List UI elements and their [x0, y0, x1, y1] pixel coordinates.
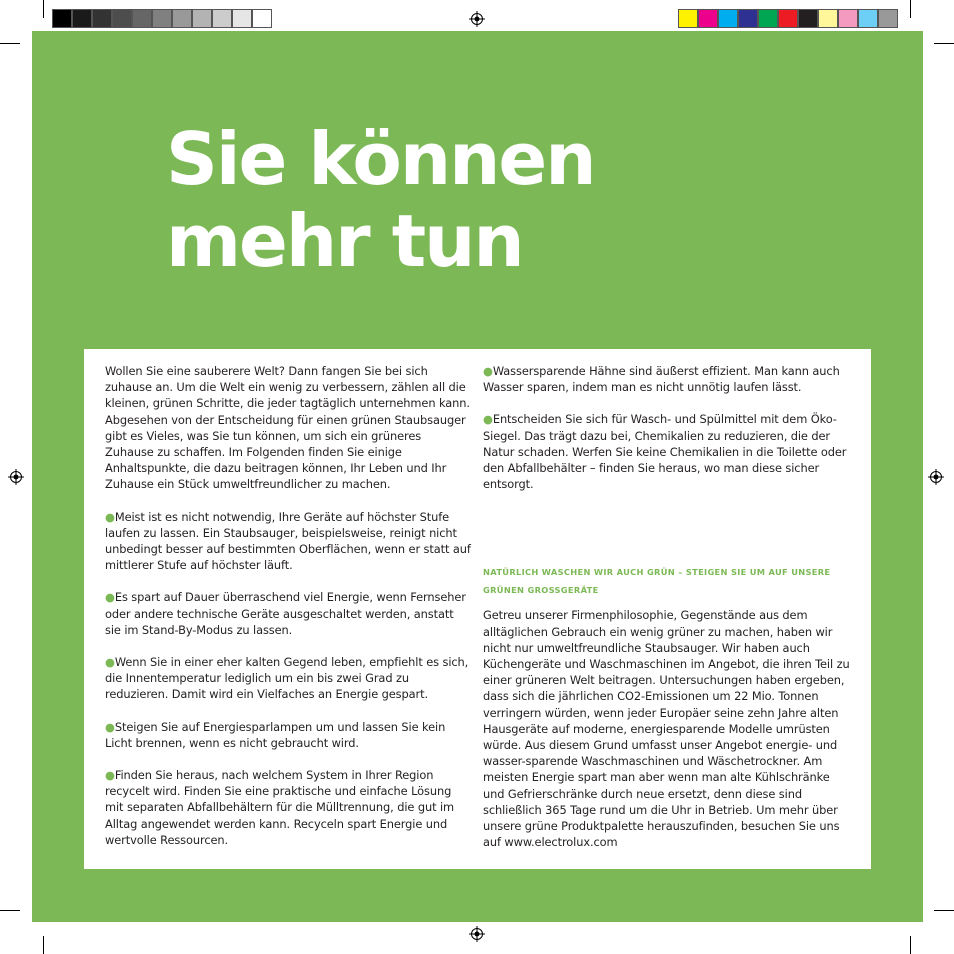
color-swatch: [252, 9, 272, 28]
tip-paragraph: [483, 411, 853, 492]
crop-mark: [0, 43, 20, 44]
color-control-strip: [678, 9, 898, 30]
bullet-icon: ●: [483, 412, 493, 427]
tip-paragraph: [483, 363, 853, 395]
color-swatch: [212, 9, 232, 28]
paragraph-text: Wassersparende Hähne sind äußerst effizient. Man kann auch Wasser sparen, indem man es nicht unnötig laufen lässt.: [483, 364, 840, 395]
registration-mark-icon: [469, 11, 485, 27]
bullet-icon: ●: [105, 509, 115, 524]
color-swatch: [72, 9, 92, 28]
paragraph-text: Wenn Sie in einer eher kalten Gegend leben, empfiehlt es sich, die Innentemperatur lediglich um ein bis zwei Grad zu reduzieren. Damit wird ein Vielfaches an Energie gespart.: [105, 655, 469, 702]
crop-mark: [0, 910, 20, 911]
color-swatch: [192, 9, 212, 28]
left-text-column: [105, 363, 471, 864]
color-swatch: [52, 9, 72, 28]
section-subheading: NATÜRLICH WASCHEN WIR AUCH GRÜN – STEIGEN SIE UM AUF UNSERE GRÜNEN GROSSGERÄTE: [483, 567, 831, 596]
paragraph-text: Entscheiden Sie sich für Wasch- und Spülmittel mit dem Öko-Siegel. Das trägt dazu bei, Chemikalien zu reduzieren, die der Natur schaden. Werfen Sie keine Chemikalien in die Toilette oder den Abfallbehälter – finden Sie heraus, wo man diese sicher entsorgt.: [483, 412, 847, 492]
closing-paragraph: Getreu unserer Firmenphilosophie, Gegenstände aus dem alltäglichen Gebrauch ein wenig grüner zu machen, haben wir nicht nur umweltfreundliche Staubsauger. Wir haben auch Küchengeräte und Waschmaschinen im Angebot, die ihren Teil zu einer grüneren Welt beitragen. Untersuchungen haben ergeben, dass sich die jährlichen CO2-Emissionen um 22 Mio. Tonnen verringern würden, wenn jeder Europäer seine zehn Jahre alten Hausgeräte auf moderne, energiesparende Modelle umrüsten würde. Aus diesem Grund umfasst unser Angebot energie- und wasser-sparende Waschmaschinen und Wäschetrockner. Am meisten Energie spart man aber wenn man alte Kühlschränke und Gefrierschränke durch neue ersetzt, denn diese sind schließlich 365 Tage rund um die Uhr in Betrieb. Um mehr über unsere grüne Produktpalette herauszufinden, besuchen Sie uns auf www.electrolux.com: [483, 608, 850, 850]
text-card: [84, 349, 871, 869]
registration-mark-icon: [928, 469, 944, 485]
paragraph-text: Wollen Sie eine sauberere Welt? Dann fangen Sie bei sich zuhause an. Um die Welt ein wenig zu verbessern, zählen all die kleinen, grünen Schritte, die jeder tagtäglich unternehmen kann. Abgesehen von der Entscheidung für einen grünen Staubsauger gibt es Vieles, was Sie tun können, um sich ein grüneres Zuhause zu schaffen. Im Folgenden finden Sie einige Anhaltspunkte, die dazu beitragen können, Ihr Leben und Ihr Zuhause ein Stück umweltfreundlicher zu machen.: [105, 364, 470, 492]
registration-mark-icon: [469, 926, 485, 942]
color-swatch: [858, 9, 878, 28]
grayscale-control-strip: [52, 9, 272, 30]
tip-paragraph: [105, 719, 471, 751]
registration-mark-icon: [8, 469, 24, 485]
bullet-icon: ●: [105, 655, 115, 670]
tip-paragraph: [105, 589, 471, 638]
tip-paragraph: [105, 509, 471, 574]
color-swatch: [132, 9, 152, 28]
right-text-column: [483, 363, 853, 850]
color-swatch: [838, 9, 858, 28]
bullet-icon: ●: [105, 768, 115, 783]
crop-mark: [43, 0, 44, 18]
color-swatch: [758, 9, 778, 28]
bullet-icon: ●: [105, 719, 115, 734]
crop-mark: [910, 936, 911, 954]
color-swatch: [778, 9, 798, 28]
intro-paragraph: [105, 363, 471, 493]
color-swatch: [232, 9, 252, 28]
paragraph-text: Finden Sie heraus, nach welchem System in Ihrer Region recycelt wird. Finden Sie eine praktische und einfache Lösung mit separaten Abfallbehältern für die Mülltrennung, die gut im Alltag angewendet werden kann. Recyceln spart Energie und wertvolle Ressourcen.: [105, 768, 455, 847]
color-swatch: [818, 9, 838, 28]
crop-mark: [934, 43, 954, 44]
crop-mark: [934, 910, 954, 911]
tip-paragraph: [105, 654, 471, 703]
color-swatch: [92, 9, 112, 28]
page-headline: Sie können mehr tun: [166, 117, 595, 283]
color-swatch: [738, 9, 758, 28]
paragraph-text: Es spart auf Dauer überraschend viel Energie, wenn Fernseher oder andere technische Geräte ausgeschaltet werden, anstatt sie im Stand-By-Modus zu lassen.: [105, 590, 466, 637]
paragraph-text: Meist ist es nicht notwendig, Ihre Geräte auf höchster Stufe laufen zu lassen. Ein Staubsauger, beispielsweise, reinigt nicht unbedingt besser auf bestimmten Oberflächen, wenn er statt auf mittlerer Stufe auf höchster läuft.: [105, 509, 471, 573]
right-tips-list: [483, 363, 853, 492]
color-swatch: [798, 9, 818, 28]
color-swatch: [718, 9, 738, 28]
bullet-icon: ●: [105, 590, 115, 605]
color-swatch: [172, 9, 192, 28]
bullet-icon: ●: [483, 364, 493, 378]
color-swatch: [878, 9, 898, 28]
crop-mark: [43, 936, 44, 954]
crop-mark: [910, 0, 911, 18]
color-swatch: [152, 9, 172, 28]
paragraph-text: Steigen Sie auf Energiesparlampen um und lassen Sie kein Licht brennen, wenn es nicht gebraucht wird.: [105, 719, 446, 750]
tip-paragraph: [105, 767, 471, 848]
color-swatch: [678, 9, 698, 28]
color-swatch: [698, 9, 718, 28]
color-swatch: [112, 9, 132, 28]
